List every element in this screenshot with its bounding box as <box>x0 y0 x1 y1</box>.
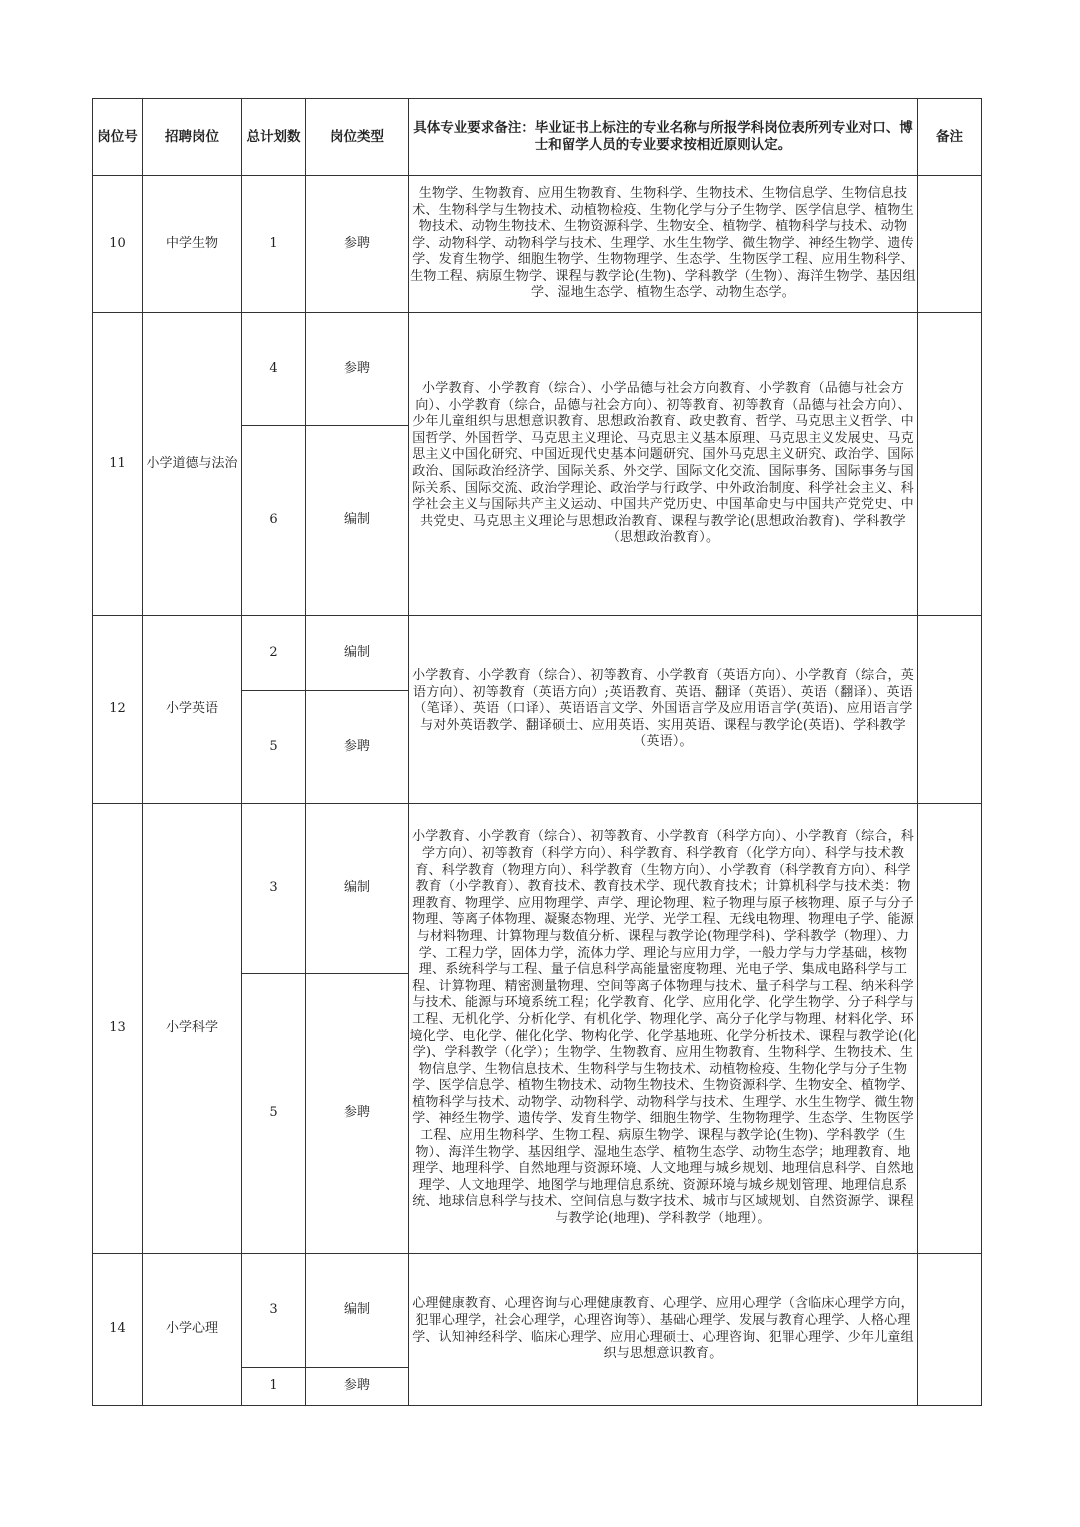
recruitment-table <box>92 98 982 1406</box>
table-row <box>93 804 982 974</box>
post-no-cell: 12 <box>93 616 143 804</box>
plan-count-cell: 1 <box>242 1368 306 1406</box>
table-row <box>93 1254 982 1368</box>
post-no-cell: 10 <box>93 176 143 313</box>
remarks-cell <box>918 616 982 804</box>
position-cell: 小学心理 <box>143 1254 242 1406</box>
post-no-cell: 13 <box>93 804 143 1254</box>
position-cell: 中学生物 <box>143 176 242 313</box>
plan-count-cell: 3 <box>242 804 306 974</box>
header-post-no: 岗位号 <box>93 99 143 176</box>
post-no-cell: 11 <box>93 313 143 616</box>
post-type-cell: 编制 <box>306 1254 409 1368</box>
header-post-type: 岗位类型 <box>306 99 409 176</box>
post-type-cell: 参聘 <box>306 691 409 804</box>
plan-count-cell: 1 <box>242 176 306 313</box>
table-row <box>93 616 982 691</box>
plan-count-cell: 6 <box>242 426 306 616</box>
position-cell: 小学科学 <box>143 804 242 1254</box>
position-cell: 小学英语 <box>143 616 242 804</box>
remarks-cell <box>918 176 982 313</box>
requirements-cell: 心理健康教育、心理咨询与心理健康教育、心理学、应用心理学（含临床心理学方向，犯罪心理学，社会心理学，心理咨询等）、基础心理学、发展与教育心理学、人格心理学、认知神经科学、临床心理学、应用心理硕士、心理咨询、犯罪心理学、少年儿童组织与思想意识教育。 <box>409 1254 918 1406</box>
header-remarks: 备注 <box>918 99 982 176</box>
requirements-cell: 小学教育、小学教育（综合）、初等教育、小学教育（科学方向）、小学教育（综合，科学方向）、初等教育（科学方向）、科学教育、科学教育（化学方向）、科学与技术教育、科学教育（物理方向）、科学教育（生物方向）、小学教育（科学教育方向）、科学教育（小学教育）、教育技术、教育技术学、现代教育技术；计算机科学与技术类：物理教育、物理学、应用物理学、声学、理论物理、粒子物理与原子核物理、原子与分子物理、等离子体物理、凝聚态物理、光学、光学工程、无线电物理、物理电子学、能源与材料物理、计算物理与数值分析、课程与教学论(物理学科)、学科教学（物理）、力学、工程力学，固体力学，流体力学、理论与应用力学，一般力学与力学基础，核物理、系统科学与工程、量子信息科学高能量密度物理、光电子学、集成电路科学与工程、计算物理、精密测量物理、空间等离子体物理与技术、量子科学与工程、纳米科学与技术、能源与环境系统工程；化学教育、化学、应用化学、化学生物学、分子科学与工程、无机化学、分析化学、有机化学、物理化学、高分子化学与物理、材料化学、环境化学、电化学、催化化学、物构化学、化学基地班、化学分析技术、课程与教学论(化学)、学科教学（化学）；生物学、生物教育、应用生物教育、生物科学、生物技术、生物信息学、生物信息技术、生物科学与生物技术、动植物检疫、生物化学与分子生物学、医学信息学、植物生物技术、动物生物技术、生物资源科学、生物安全、植物学、植物科学与技术、动物学、动物科学、动物科学与技术、生理学、水生生物学、微生物学、神经生物学、遗传学、发育生物学、细胞生物学、生物物理学、生态学、生物医学工程、应用生物科学、生物工程、病原生物学、课程与教学论(生物)、学科教学（生物）、海洋生物学、基因组学、湿地生态学、植物生态学、动物生态学；地理教育、地理学、地理科学、自然地理与资源环境、人文地理与城乡规划、地理信息科学、自然地理学、人文地理学、地图学与地理信息系统、资源环境与城乡规划管理、地理信息系统、地球信息科学与技术、空间信息与数字技术、城市与区域规划、自然资源学、课程与教学论(地理)、学科教学（地理）。 <box>409 804 918 1254</box>
header-total-plan: 总计划数 <box>242 99 306 176</box>
plan-count-cell: 5 <box>242 974 306 1254</box>
table-row <box>93 176 982 313</box>
position-cell: 小学道德与法治 <box>143 313 242 616</box>
post-no-cell: 14 <box>93 1254 143 1406</box>
plan-count-cell: 2 <box>242 616 306 691</box>
plan-count-cell: 3 <box>242 1254 306 1368</box>
header-requirements-note: 具体专业要求备注：毕业证书上标注的专业名称与所报学科岗位表所列专业对口、博士和留学人员的专业要求按相近原则认定。 <box>409 99 918 176</box>
post-type-cell: 参聘 <box>306 1368 409 1406</box>
post-type-cell: 编制 <box>306 804 409 974</box>
post-type-cell: 参聘 <box>306 176 409 313</box>
plan-count-cell: 4 <box>242 313 306 426</box>
post-type-cell: 参聘 <box>306 974 409 1254</box>
remarks-cell <box>918 313 982 616</box>
requirements-cell: 小学教育、小学教育（综合）、小学品德与社会方向教育、小学教育（品德与社会方向）、小学教育（综合，品德与社会方向）、初等教育、初等教育（品德与社会方向）、少年儿童组织与思想意识教育、思想政治教育、政史教育、哲学、马克思主义哲学、中国哲学、外国哲学、马克思主义理论、马克思主义基本原理、马克思主义发展史、马克思主义中国化研究、中国近现代史基本问题研究、国外马克思主义研究、政治学、国际政治、国际政治经济学、国际关系、外交学、国际文化交流、国际事务、国际事务与国际关系、国际交流、政治学理论、政治学与行政学、中外政治制度、科学社会主义、科学社会主义与国际共产主义运动、中国共产党历史、中国革命史与中国共产党党史、中共党史、马克思主义理论与思想政治教育、课程与教学论(思想政治教育)、学科教学（思想政治教育）。 <box>409 313 918 616</box>
post-type-cell: 参聘 <box>306 313 409 426</box>
post-type-cell: 编制 <box>306 616 409 691</box>
remarks-cell <box>918 1254 982 1406</box>
post-type-cell: 编制 <box>306 426 409 616</box>
requirements-cell: 生物学、生物教育、应用生物教育、生物科学、生物技术、生物信息学、生物信息技术、生物科学与生物技术、动植物检疫、生物化学与分子生物学、医学信息学、植物生物技术、动物生物技术、生物资源科学、生物安全、植物学、植物科学与技术、动物学、动物科学、动物科学与技术、生理学、水生生物学、微生物学、神经生物学、遗传学、发育生物学、细胞生物学、生物物理学、生态学、生物医学工程、应用生物科学、生物工程、病原生物学、课程与教学论(生物)、学科教学（生物）、海洋生物学、基因组学、湿地生态学、植物生态学、动物生态学。 <box>409 176 918 313</box>
table-row <box>93 313 982 426</box>
plan-count-cell: 5 <box>242 691 306 804</box>
remarks-cell <box>918 804 982 1254</box>
requirements-cell: 小学教育、小学教育（综合）、初等教育、小学教育（英语方向）、小学教育（综合，英语方向）、初等教育（英语方向）;英语教育、英语、翻译（英语）、英语（翻译）、英语（笔译）、英语（口译）、英语语言文学、外国语言学及应用语言学(英语)、应用语言学与对外英语教学、翻译硕士、应用英语、实用英语、课程与教学论(英语)、学科教学（英语）。 <box>409 616 918 804</box>
header-row <box>93 99 982 176</box>
header-position: 招聘岗位 <box>143 99 242 176</box>
